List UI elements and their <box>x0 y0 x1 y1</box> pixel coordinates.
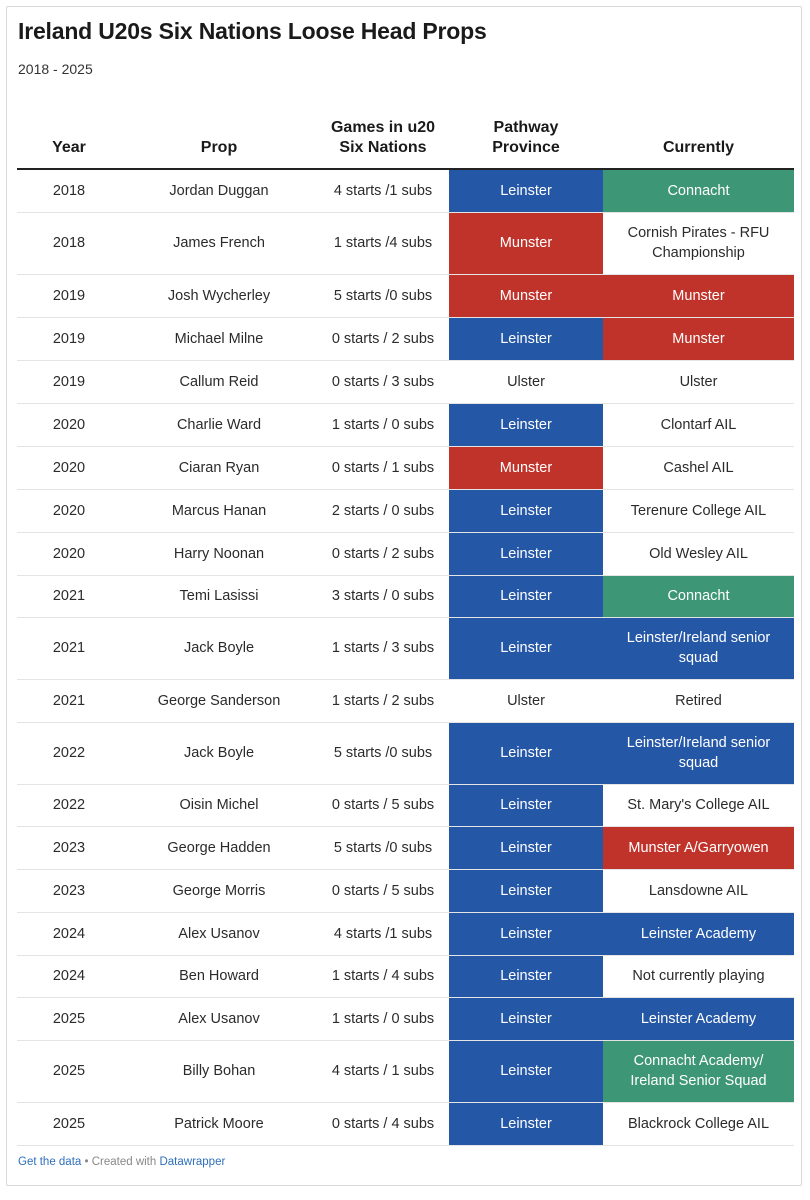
table-row <box>17 489 794 532</box>
prop-name-cell: Jack Boyle <box>121 617 317 679</box>
pathway-province-cell: Munster <box>449 274 603 317</box>
year-cell: 2023 <box>17 869 121 912</box>
pathway-province-cell: Munster <box>449 212 603 274</box>
prop-name-cell: George Sanderson <box>121 679 317 722</box>
table-body <box>17 169 794 1145</box>
currently-cell: Munster A/Garryowen <box>603 826 794 869</box>
column-header-prop[interactable]: Prop <box>121 100 317 169</box>
games-cell: 1 starts / 4 subs <box>317 955 449 997</box>
pathway-province-cell: Ulster <box>449 360 603 403</box>
year-cell: 2025 <box>17 1102 121 1145</box>
year-cell: 2018 <box>17 169 121 212</box>
currently-cell: Terenure College AIL <box>603 489 794 532</box>
currently-cell: Connacht <box>603 169 794 212</box>
chart-title: Ireland U20s Six Nations Loose Head Props <box>18 18 487 44</box>
currently-cell: Clontarf AIL <box>603 403 794 446</box>
chart-subtitle: 2018 - 2025 <box>18 61 93 77</box>
currently-cell: Leinster/Ireland senior squad <box>603 617 794 679</box>
pathway-province-cell: Leinster <box>449 617 603 679</box>
games-cell: 0 starts / 5 subs <box>317 784 449 826</box>
table-row <box>17 912 794 955</box>
column-header-games[interactable]: Games in u20 Six Nations <box>317 100 449 169</box>
year-cell: 2020 <box>17 446 121 489</box>
table-row <box>17 317 794 360</box>
table-row <box>17 869 794 912</box>
table-header-row <box>17 100 794 169</box>
year-cell: 2020 <box>17 489 121 532</box>
year-cell: 2022 <box>17 722 121 784</box>
prop-name-cell: Ben Howard <box>121 955 317 997</box>
currently-cell: Leinster Academy <box>603 912 794 955</box>
year-cell: 2025 <box>17 1040 121 1102</box>
prop-name-cell: George Morris <box>121 869 317 912</box>
table-row <box>17 617 794 679</box>
table-row <box>17 955 794 997</box>
pathway-province-cell: Leinster <box>449 997 603 1040</box>
prop-name-cell: Patrick Moore <box>121 1102 317 1145</box>
currently-cell: Old Wesley AIL <box>603 532 794 575</box>
currently-cell: Connacht Academy/ Ireland Senior Squad <box>603 1040 794 1102</box>
table-row <box>17 784 794 826</box>
pathway-province-cell: Leinster <box>449 1102 603 1145</box>
currently-cell: St. Mary's College AIL <box>603 784 794 826</box>
year-cell: 2023 <box>17 826 121 869</box>
currently-cell: Cashel AIL <box>603 446 794 489</box>
games-cell: 0 starts / 2 subs <box>317 317 449 360</box>
year-cell: 2020 <box>17 403 121 446</box>
datawrapper-link[interactable]: Datawrapper <box>159 1156 226 1168</box>
games-cell: 5 starts /0 subs <box>317 274 449 317</box>
games-cell: 3 starts / 0 subs <box>317 575 449 617</box>
pathway-province-cell: Leinster <box>449 912 603 955</box>
games-cell: 1 starts / 3 subs <box>317 617 449 679</box>
pathway-province-cell: Ulster <box>449 679 603 722</box>
get-data-link[interactable]: Get the data <box>18 1156 82 1168</box>
chart-footer <box>18 1156 225 1168</box>
currently-cell: Lansdowne AIL <box>603 869 794 912</box>
pathway-province-cell: Leinster <box>449 169 603 212</box>
year-cell: 2021 <box>17 575 121 617</box>
games-cell: 0 starts / 1 subs <box>317 446 449 489</box>
prop-name-cell: Charlie Ward <box>121 403 317 446</box>
table-row <box>17 575 794 617</box>
table-row <box>17 679 794 722</box>
prop-name-cell: Temi Lasissi <box>121 575 317 617</box>
table-row <box>17 1040 794 1102</box>
table-row <box>17 360 794 403</box>
currently-cell: Leinster/Ireland senior squad <box>603 722 794 784</box>
games-cell: 0 starts / 4 subs <box>317 1102 449 1145</box>
games-cell: 1 starts / 0 subs <box>317 403 449 446</box>
prop-name-cell: Marcus Hanan <box>121 489 317 532</box>
column-header-year[interactable]: Year <box>17 100 121 169</box>
pathway-province-cell: Leinster <box>449 575 603 617</box>
prop-name-cell: Callum Reid <box>121 360 317 403</box>
pathway-province-cell: Munster <box>449 446 603 489</box>
games-cell: 1 starts / 0 subs <box>317 997 449 1040</box>
table-row <box>17 532 794 575</box>
prop-name-cell: Harry Noonan <box>121 532 317 575</box>
table-row <box>17 212 794 274</box>
games-cell: 4 starts /1 subs <box>317 912 449 955</box>
column-header-currently[interactable]: Currently <box>603 100 794 169</box>
table-row <box>17 274 794 317</box>
column-header-pathway[interactable]: Pathway Province <box>449 100 603 169</box>
table-row <box>17 169 794 212</box>
prop-name-cell: Alex Usanov <box>121 997 317 1040</box>
games-cell: 1 starts / 2 subs <box>317 679 449 722</box>
pathway-province-cell: Leinster <box>449 489 603 532</box>
pathway-province-cell: Leinster <box>449 403 603 446</box>
pathway-province-cell: Leinster <box>449 532 603 575</box>
currently-cell: Retired <box>603 679 794 722</box>
currently-cell: Ulster <box>603 360 794 403</box>
games-cell: 0 starts / 2 subs <box>317 532 449 575</box>
games-cell: 4 starts / 1 subs <box>317 1040 449 1102</box>
table-row <box>17 403 794 446</box>
games-cell: 1 starts /4 subs <box>317 212 449 274</box>
currently-cell: Leinster Academy <box>603 997 794 1040</box>
year-cell: 2019 <box>17 274 121 317</box>
prop-name-cell: Jack Boyle <box>121 722 317 784</box>
prop-name-cell: James French <box>121 212 317 274</box>
prop-name-cell: Alex Usanov <box>121 912 317 955</box>
pathway-province-cell: Leinster <box>449 784 603 826</box>
games-cell: 0 starts / 5 subs <box>317 869 449 912</box>
prop-name-cell: Michael Milne <box>121 317 317 360</box>
props-table <box>17 100 794 1146</box>
pathway-province-cell: Leinster <box>449 955 603 997</box>
year-cell: 2020 <box>17 532 121 575</box>
prop-name-cell: Billy Bohan <box>121 1040 317 1102</box>
currently-cell: Cornish Pirates - RFU Championship <box>603 212 794 274</box>
pathway-province-cell: Leinster <box>449 722 603 784</box>
games-cell: 5 starts /0 subs <box>317 826 449 869</box>
year-cell: 2021 <box>17 679 121 722</box>
pathway-province-cell: Leinster <box>449 1040 603 1102</box>
pathway-province-cell: Leinster <box>449 869 603 912</box>
prop-name-cell: Ciaran Ryan <box>121 446 317 489</box>
year-cell: 2025 <box>17 997 121 1040</box>
prop-name-cell: Oisin Michel <box>121 784 317 826</box>
currently-cell: Connacht <box>603 575 794 617</box>
prop-name-cell: George Hadden <box>121 826 317 869</box>
year-cell: 2021 <box>17 617 121 679</box>
table-row <box>17 997 794 1040</box>
games-cell: 0 starts / 3 subs <box>317 360 449 403</box>
pathway-province-cell: Leinster <box>449 317 603 360</box>
prop-name-cell: Jordan Duggan <box>121 169 317 212</box>
games-cell: 5 starts /0 subs <box>317 722 449 784</box>
games-cell: 4 starts /1 subs <box>317 169 449 212</box>
currently-cell: Blackrock College AIL <box>603 1102 794 1145</box>
games-cell: 2 starts / 0 subs <box>317 489 449 532</box>
year-cell: 2019 <box>17 360 121 403</box>
year-cell: 2024 <box>17 912 121 955</box>
currently-cell: Not currently playing <box>603 955 794 997</box>
year-cell: 2022 <box>17 784 121 826</box>
currently-cell: Munster <box>603 317 794 360</box>
footer-credit-text: • Created with <box>81 1156 160 1168</box>
year-cell: 2019 <box>17 317 121 360</box>
year-cell: 2018 <box>17 212 121 274</box>
pathway-province-cell: Leinster <box>449 826 603 869</box>
prop-name-cell: Josh Wycherley <box>121 274 317 317</box>
table-row <box>17 446 794 489</box>
table-row <box>17 826 794 869</box>
currently-cell: Munster <box>603 274 794 317</box>
table-row <box>17 1102 794 1145</box>
year-cell: 2024 <box>17 955 121 997</box>
table-row <box>17 722 794 784</box>
